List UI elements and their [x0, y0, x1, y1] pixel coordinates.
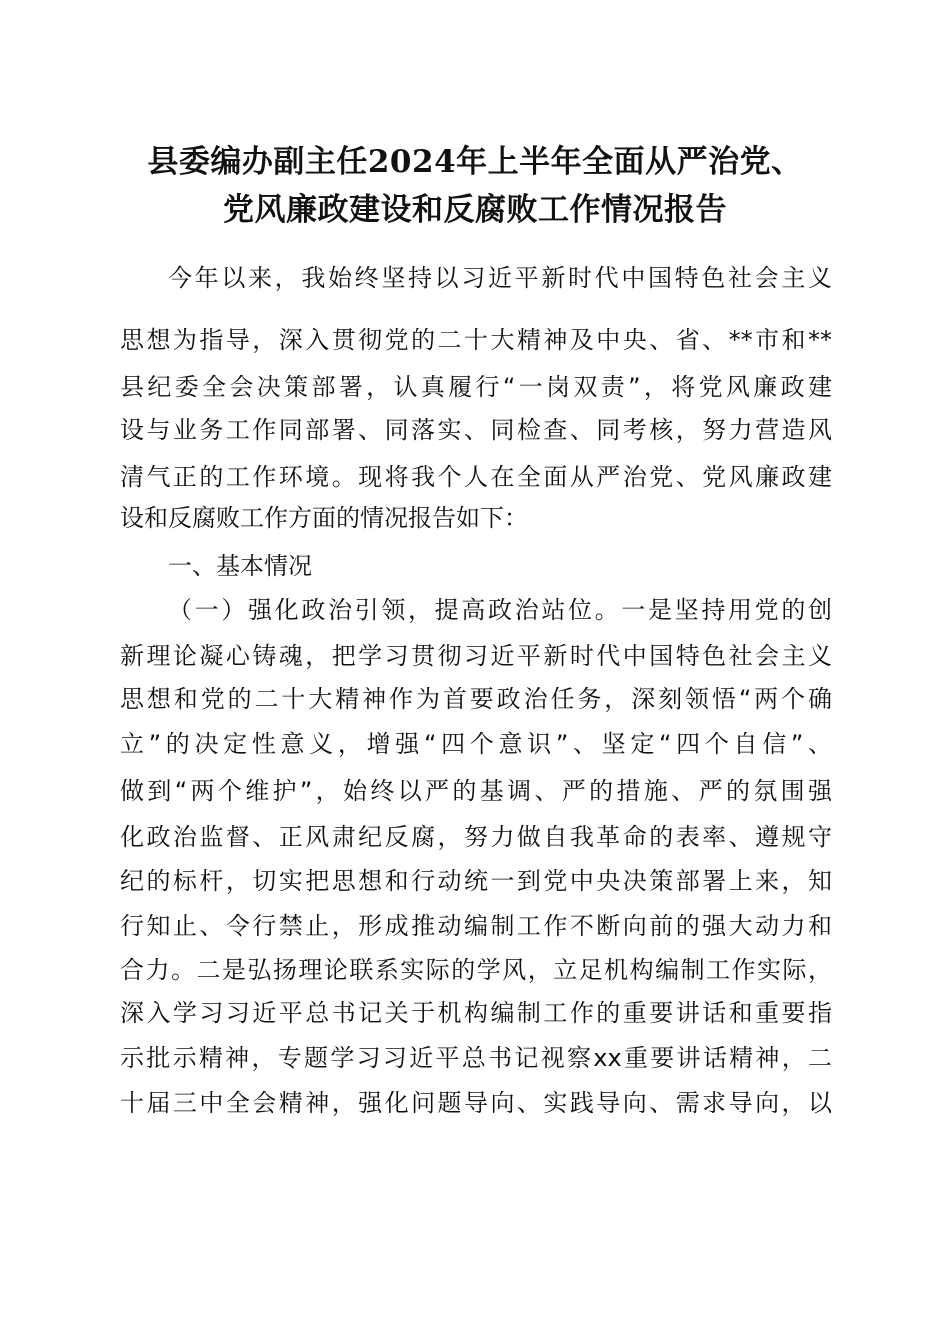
section-paragraph-line: 深入学习习近平总书记关于机构编制工作的重要讲话和重要指 [120, 999, 832, 1027]
intro-paragraph-line: 今年以来，我始终坚持以习近平新时代中国特色社会主义 [168, 264, 832, 292]
section-paragraph-line: 示批示精神，专题学习习近平总书记视察xx重要讲话精神，二 [120, 1044, 832, 1072]
intro-paragraph-line: 清气正的工作环境。现将我个人在全面从严治党、党风廉政建 [120, 463, 832, 491]
section-heading: 一、基本情况 [168, 552, 312, 580]
section-paragraph-line: 新理论凝心铸魂，把学习贯彻习近平新时代中国特色社会主义 [120, 642, 832, 670]
document-title-line-2: 党风廉政建设和反腐败工作情况报告 [223, 192, 727, 228]
section-paragraph-line: 做到“两个维护”，始终以严的基调、严的措施、严的氛围强 [120, 777, 832, 805]
intro-paragraph-line: 设与业务工作同部署、同落实、同检查、同考核，努力营造风 [120, 416, 832, 444]
document-title-line-1: 县委编办副主任2024年上半年全面从严治党、 [147, 144, 803, 180]
section-paragraph-line: 行知止、令行禁止，形成推动编制工作不断向前的强大动力和 [120, 912, 832, 940]
section-paragraph-line: 思想和党的二十大精神作为首要政治任务，深刻领悟“两个确 [120, 685, 832, 713]
intro-paragraph-line: 思想为指导，深入贯彻党的二十大精神及中央、省、**市和** [120, 326, 832, 354]
intro-paragraph-line: 县纪委全会决策部署，认真履行“一岗双责”，将党风廉政建 [120, 373, 832, 401]
intro-paragraph-line: 设和反腐败工作方面的情况报告如下： [120, 504, 528, 532]
section-paragraph-line: 立”的决定性意义，增强“四个意识”、坚定“四个自信”、 [120, 730, 832, 758]
section-paragraph-line: 纪的标杆，切实把思想和行动统一到党中央决策部署上来，知 [120, 867, 832, 895]
section-paragraph-line: 化政治监督、正风肃纪反腐，努力做自我革命的表率、遵规守 [120, 823, 832, 851]
section-paragraph-line: 合力。二是弘扬理论联系实际的学风，立足机构编制工作实际， [120, 956, 832, 984]
section-paragraph-line: 十届三中全会精神，强化问题导向、实践导向、需求导向，以 [120, 1089, 832, 1117]
section-paragraph-line: （一）强化政治引领，提高政治站位。一是坚持用党的创 [168, 596, 832, 624]
